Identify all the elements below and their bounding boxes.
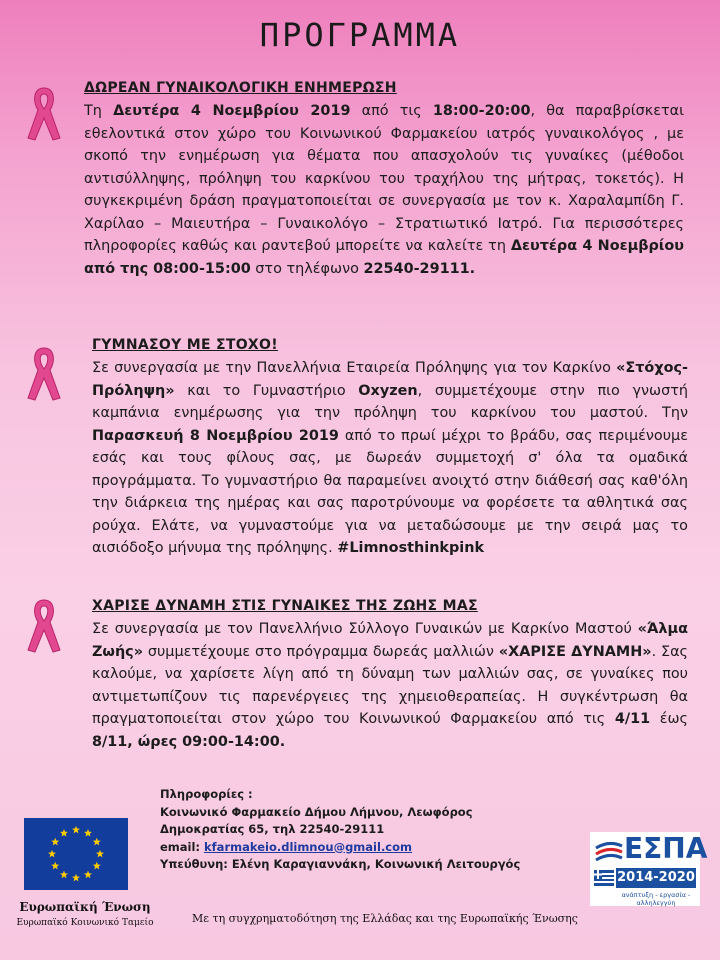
contact-email-row xyxy=(160,839,580,857)
section-heading: ΔΩΡΕΑΝ ΓΥΝΑΙΚΟΛΟΓΙΚΗ ΕΝΗΜΕΡΩΣΗ xyxy=(84,80,397,96)
eu-star-icon xyxy=(51,862,59,870)
body-text: Τη xyxy=(84,103,114,119)
eu-fund-name: Ευρωπαϊκό Κοινωνικό Ταμείο xyxy=(16,918,154,928)
espa-swoosh-icon xyxy=(594,838,624,868)
eu-star-icon xyxy=(48,850,56,858)
body-text: Σε συνεργασία με τον Πανελλήνιο Σύλλογο Γυναικών με Καρκίνο Μαστού xyxy=(92,621,638,637)
section-body xyxy=(92,357,688,560)
emphasis-text: «Άλμα Ζωής» xyxy=(92,621,688,660)
emphasis-text: 22540-29111. xyxy=(363,260,476,277)
greek-flag-icon xyxy=(594,870,614,886)
body-text: και το Γυμναστήριο xyxy=(174,382,359,399)
emphasis-text: 4/11 xyxy=(614,711,651,727)
section-heading: ΧΑΡΙΣΕ ΔΥΝΑΜΗ ΣΤΙΣ ΓΥΝΑΙΚΕΣ ΤΗΣ ΖΩΗΣ ΜΑΣ xyxy=(92,598,478,614)
body-text: έως xyxy=(650,711,688,727)
eu-star-icon xyxy=(96,850,104,858)
body-text: στο τηλέφωνο xyxy=(250,260,364,277)
body-text: από το πρωί μέχρι το βράδυ, σας περιμένουμε εσάς και τους φίλους σας, με δωρεάν συμμετοχή σ' όλα τα ομαδικά προγράμματα. Το γυμναστήριο θα παραμείνει ανοιχτό στην διάθεσή σας καθ'όλη την διάρκεια της ημέρας και σας παροτρύνουμε να φορέσετε τα αθλητικά σας ρούχα. Ελάτε, να γυμναστούμε για να μεταδώσουμε με την σειρά μας το αισιόδοξο μήνυμα της πρόληψης. xyxy=(92,427,688,556)
espa-years: 2014-2020 xyxy=(616,868,696,888)
section-body xyxy=(92,618,688,753)
pink-ribbon-icon xyxy=(24,82,64,142)
section-body xyxy=(84,100,684,280)
section-free-gynecology-info xyxy=(84,80,684,280)
eu-star-icon xyxy=(93,838,101,846)
espa-title: ΕΣΠΑ xyxy=(624,832,708,865)
eu-star-icon xyxy=(60,829,68,837)
emphasis-text: Δευτέρα 4 Νοεμβρίου από της 08:00-15:00 xyxy=(84,238,685,277)
body-text: , θα παραβρίσκεται εθελοντικά στον χώρο του Κοινωνικού Φαρμακείου ιατρός γυναικολόγος , με σκοπό την ενημέρωση για θέματα που απασχολούν τις γυναίκες (μέθοδοι αντισύλληψης, πρόληψη του καρκίνου του τραχήλου της μήτρας, τοκετός). Η συγκεκριμένη δράση πραγματοποιείται σε συνεργασία με τον κ. Χαραλαμπίδη Γ. Χαρίλαο – Μαιευτήρα – Γυναικολόγο – Στρατιωτικό Ιατρό. Για περισσότερες πληροφορίες καθώς και ραντεβού μπορείτε να καλείτε τη xyxy=(84,103,684,254)
espa-logo xyxy=(590,832,708,907)
eu-stars xyxy=(24,818,128,890)
emphasis-text: Δευτέρα 4 Νοεμβρίου 2019 xyxy=(113,103,351,119)
body-text: , συμμετέχουμε στην πιο γνωστή καμπάνια ενημέρωσης για την πρόληψη του καρκίνου του μαστού. Την xyxy=(92,382,688,421)
eu-star-icon xyxy=(84,871,92,879)
email-label: email: xyxy=(160,839,205,854)
eu-flag-logo xyxy=(24,818,128,890)
cofunding-note: Με τη συγχρηματοδότηση της Ελλάδας και της Ευρωπαϊκής Ένωσης xyxy=(192,912,578,925)
contact-label: Πληροφορίες : xyxy=(160,787,253,801)
body-text: από τις xyxy=(350,103,433,119)
emphasis-text: 18:00-20:00 xyxy=(432,103,531,119)
contact-address-line2: Δημοκρατίας 65, τηλ 22540-29111 xyxy=(160,822,385,836)
email-link[interactable]: kfarmakeio.dlimnou@gmail.com xyxy=(204,839,413,854)
body-text: συμμετέχουμε στο πρόγραμμα δωρεάς μαλλιών xyxy=(143,643,499,660)
emphasis-text: «Στόχος-Πρόληψη» xyxy=(92,360,688,399)
eu-star-icon xyxy=(60,871,68,879)
eu-star-icon xyxy=(93,862,101,870)
emphasis-text: Oxyzen xyxy=(358,382,418,399)
contact-info xyxy=(160,786,580,874)
eu-star-icon xyxy=(51,838,59,846)
page-title: ΠΡΟΓΡΑΜΜΑ xyxy=(259,16,461,54)
emphasis-text: «ΧΑΡΙΣΕ ΔΥΝΑΜΗ» xyxy=(498,643,652,660)
section-give-strength xyxy=(92,598,688,753)
section-heading: ΓΥΜΝΑΣΟΥ ΜΕ ΣΤΟΧΟ! xyxy=(92,337,278,353)
eu-star-icon xyxy=(84,829,92,837)
emphasis-text: 8/11, ώρες 09:00-14:00. xyxy=(92,733,286,750)
pink-ribbon-icon xyxy=(24,342,64,402)
section-gym-with-goal xyxy=(92,337,688,560)
emphasis-text: Παρασκευή 8 Νοεμβρίου 2019 xyxy=(92,427,339,444)
body-text: Σε συνεργασία με την Πανελλήνια Εταιρεία Πρόληψης για τον Καρκίνο xyxy=(92,360,617,376)
espa-tagline: ανάπτυξη - εργασία - αλληλεγγύη xyxy=(621,891,691,907)
eu-star-icon xyxy=(72,826,80,834)
contact-address-line1: Κοινωνικό Φαρμακείο Δήμου Λήμνου, Λεωφόρος xyxy=(160,804,473,819)
eu-name: Ευρωπαϊκή Ένωση xyxy=(19,900,151,914)
body-text: . Σας καλούμε, να χαρίσετε λίγη από τη δύναμη των μαλλιών σας, σε γυναίκες που αντιμετωπίζουν τις παρενέργειες της χημειοθεραπείας. Η συγκέντρωση θα πραγματοποιείται στον χώρο του Κοινωνικού Φαρμακείου από τις xyxy=(92,643,689,727)
pink-ribbon-icon xyxy=(24,594,64,654)
emphasis-text: #Limnosthinkpink xyxy=(337,540,485,556)
eu-star-icon xyxy=(72,874,80,882)
contact-responsible: Υπεύθυνη: Ελένη Καραγιαννάκη, Κοινωνική Λειτουργός xyxy=(160,857,521,871)
